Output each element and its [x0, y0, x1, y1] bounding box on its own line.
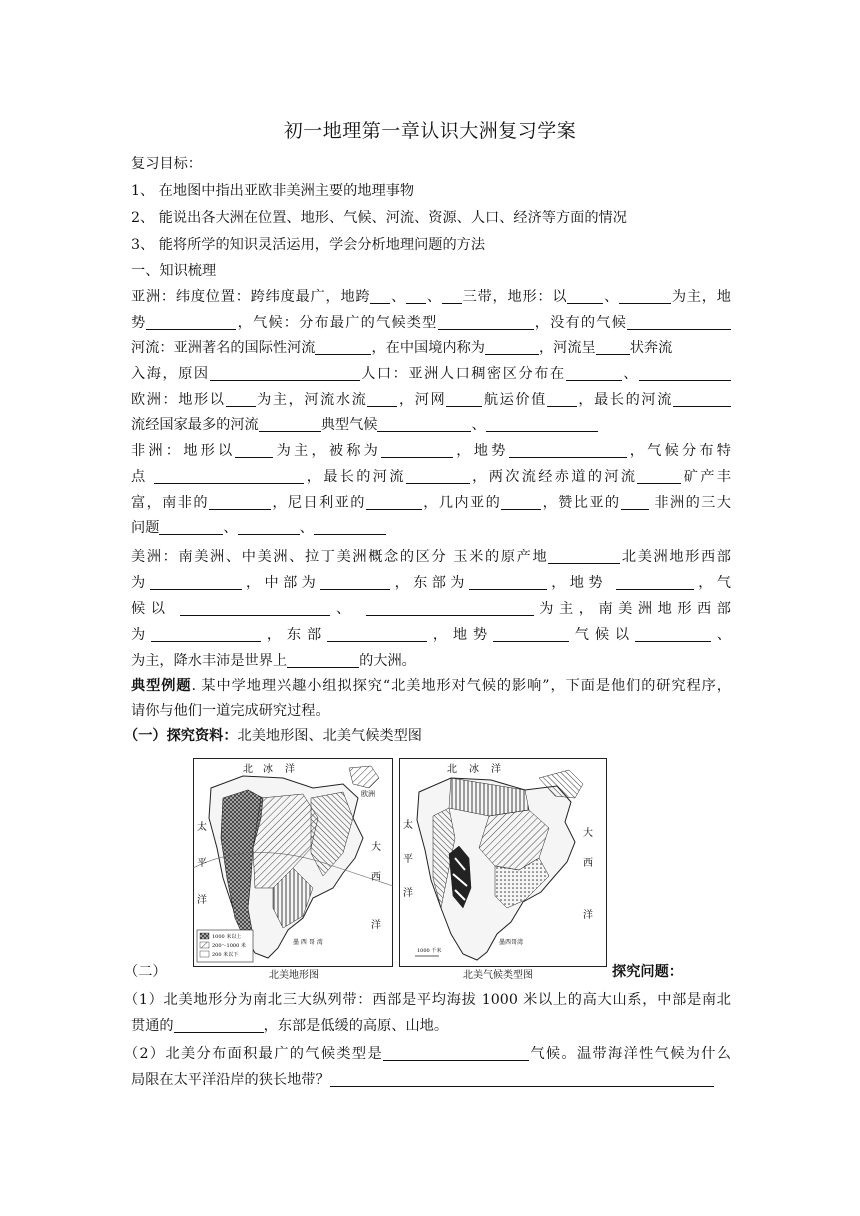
map-label: 冰 — [263, 764, 273, 775]
map-label: 平 — [197, 858, 207, 869]
map-label: 洋 — [491, 764, 501, 775]
map-label: 欧洲 — [361, 790, 375, 798]
legend-label: 1000 米以上 — [212, 934, 242, 940]
scale-label: 1000 千米 — [417, 948, 442, 954]
question-1-line-2: 贯通的 ，东部是低缓的高原、山地。 — [131, 1018, 449, 1034]
map-label: 洋 — [285, 764, 295, 775]
africa-line-3: 富，南非的 ，尼日利亚的 ，几内亚的 ，赞比亚的 非洲的三大 — [131, 495, 731, 511]
map-label: 太 — [403, 820, 413, 831]
goal-item: 2、 能说出各大洲在位置、地形、气候、河流、资源、人口、经济等方面的情况 — [131, 210, 627, 226]
map-label: 冰 — [469, 764, 479, 775]
map-label: 北 — [447, 764, 457, 775]
asia-line-4: 入海，原因 人口：亚洲人口稠密区分布在 、 — [131, 362, 731, 386]
question-1-line-1: （1）北美地形分为南北三大纵列带：西部是平均海拔 1000 米以上的高大山系，中部是南北 — [124, 992, 731, 1008]
question-2-line-2: 局限在太平洋沿岸的狭长地带？ — [131, 1068, 731, 1092]
africa-line-1: 非洲：地形以 为主，被称为 ，地势 ，气候分布特 — [131, 443, 731, 459]
example-line-1: 典型例题. 某中学地理兴趣小组拟探究“北美地形对气候的影响”，下面是他们的研究程序， — [131, 678, 731, 694]
map-label: 北 — [243, 764, 253, 775]
terrain-map-caption: 北美地形图 — [269, 970, 319, 981]
america-line-2: 为 ，中部为 ，东部为 ，地势 ，气 — [131, 575, 731, 591]
map-label: 大 — [583, 828, 593, 839]
question-2-line-1: （2）北美分布面积最广的气候类型是 气候。温带海洋性气候为什么 — [124, 1046, 731, 1062]
map-label: 大 — [371, 842, 381, 853]
america-line-3: 候以 、 为主，南美洲地形西部 — [131, 601, 731, 617]
example-line-2: 请你与他们一道完成研究过程。 — [131, 703, 330, 719]
map-label: 墨西哥湾 — [499, 939, 524, 946]
goal-item: 3、 能将所学的知识灵活运用，学会分析地理问题的方法 — [131, 237, 486, 253]
africa-line-2: 点 ，最长的河流 ，两次流经赤道的河流 矿产丰 — [131, 469, 731, 485]
asia-line-2: 势 ，气候：分布最广的气候类型 ，没有的气候 — [131, 311, 731, 335]
terrain-map — [193, 759, 393, 967]
asia-line-3: 河流：亚洲著名的国际性河流 ，在中国境内称为 ，河流呈 状奔流 — [131, 340, 673, 356]
map-figure — [193, 758, 607, 980]
climate-map — [400, 759, 607, 967]
map-label: 平 — [403, 854, 413, 865]
map-label: 洋 — [403, 888, 413, 899]
asia-line-1: 亚洲：纬度位置：跨纬度最广，地跨 、 、 三带，地形：以 、 为主，地 — [131, 289, 731, 305]
europe-line-1: 欧洲：地形以 为主，河流水流 ，河网 航运价值 ，最长的河流 — [131, 388, 731, 412]
goal-item: 1、 在地图中指出亚欧非美洲主要的地理事物 — [131, 183, 415, 199]
goals-heading: 复习目标： — [131, 156, 202, 172]
map-label: 西 — [583, 858, 593, 869]
map-label: 太 — [197, 822, 207, 833]
america-line-5: 为主，降水丰沛是世界上 的大洲。 — [131, 653, 416, 669]
part2-questions-heading: 探究问题： — [612, 964, 683, 980]
america-line-4: 为 ，东部 ，地势 气候以 、 — [131, 627, 731, 643]
map-label: 墨 西 哥 湾 — [293, 939, 323, 946]
part2-label: （二） — [124, 964, 167, 980]
legend-label: 200～1000 米 — [212, 943, 246, 949]
map-label: 西 — [371, 872, 381, 883]
map-label: 洋 — [371, 920, 381, 931]
legend-label: 200 米以下 — [212, 952, 239, 958]
climate-map-caption: 北美气候类型图 — [463, 970, 533, 981]
page-title: 初一地理第一章认识大洲复习学案 — [283, 120, 577, 142]
map-label: 洋 — [197, 895, 207, 906]
america-line-1: 美洲：南美洲、中美洲、拉丁美洲概念的区分 玉米的原产地 北美洲地形西部 — [131, 549, 731, 565]
map-label: 洋 — [583, 910, 593, 921]
part1-line: （一）探究资料：北美地形图、北美气候类型图 — [124, 728, 422, 744]
europe-line-2: 流经国家最多的河流 典型气候 、 — [131, 413, 731, 437]
africa-line-4: 问题 、 、 — [131, 516, 731, 540]
section-heading: 一、知识梳理 — [131, 263, 217, 279]
